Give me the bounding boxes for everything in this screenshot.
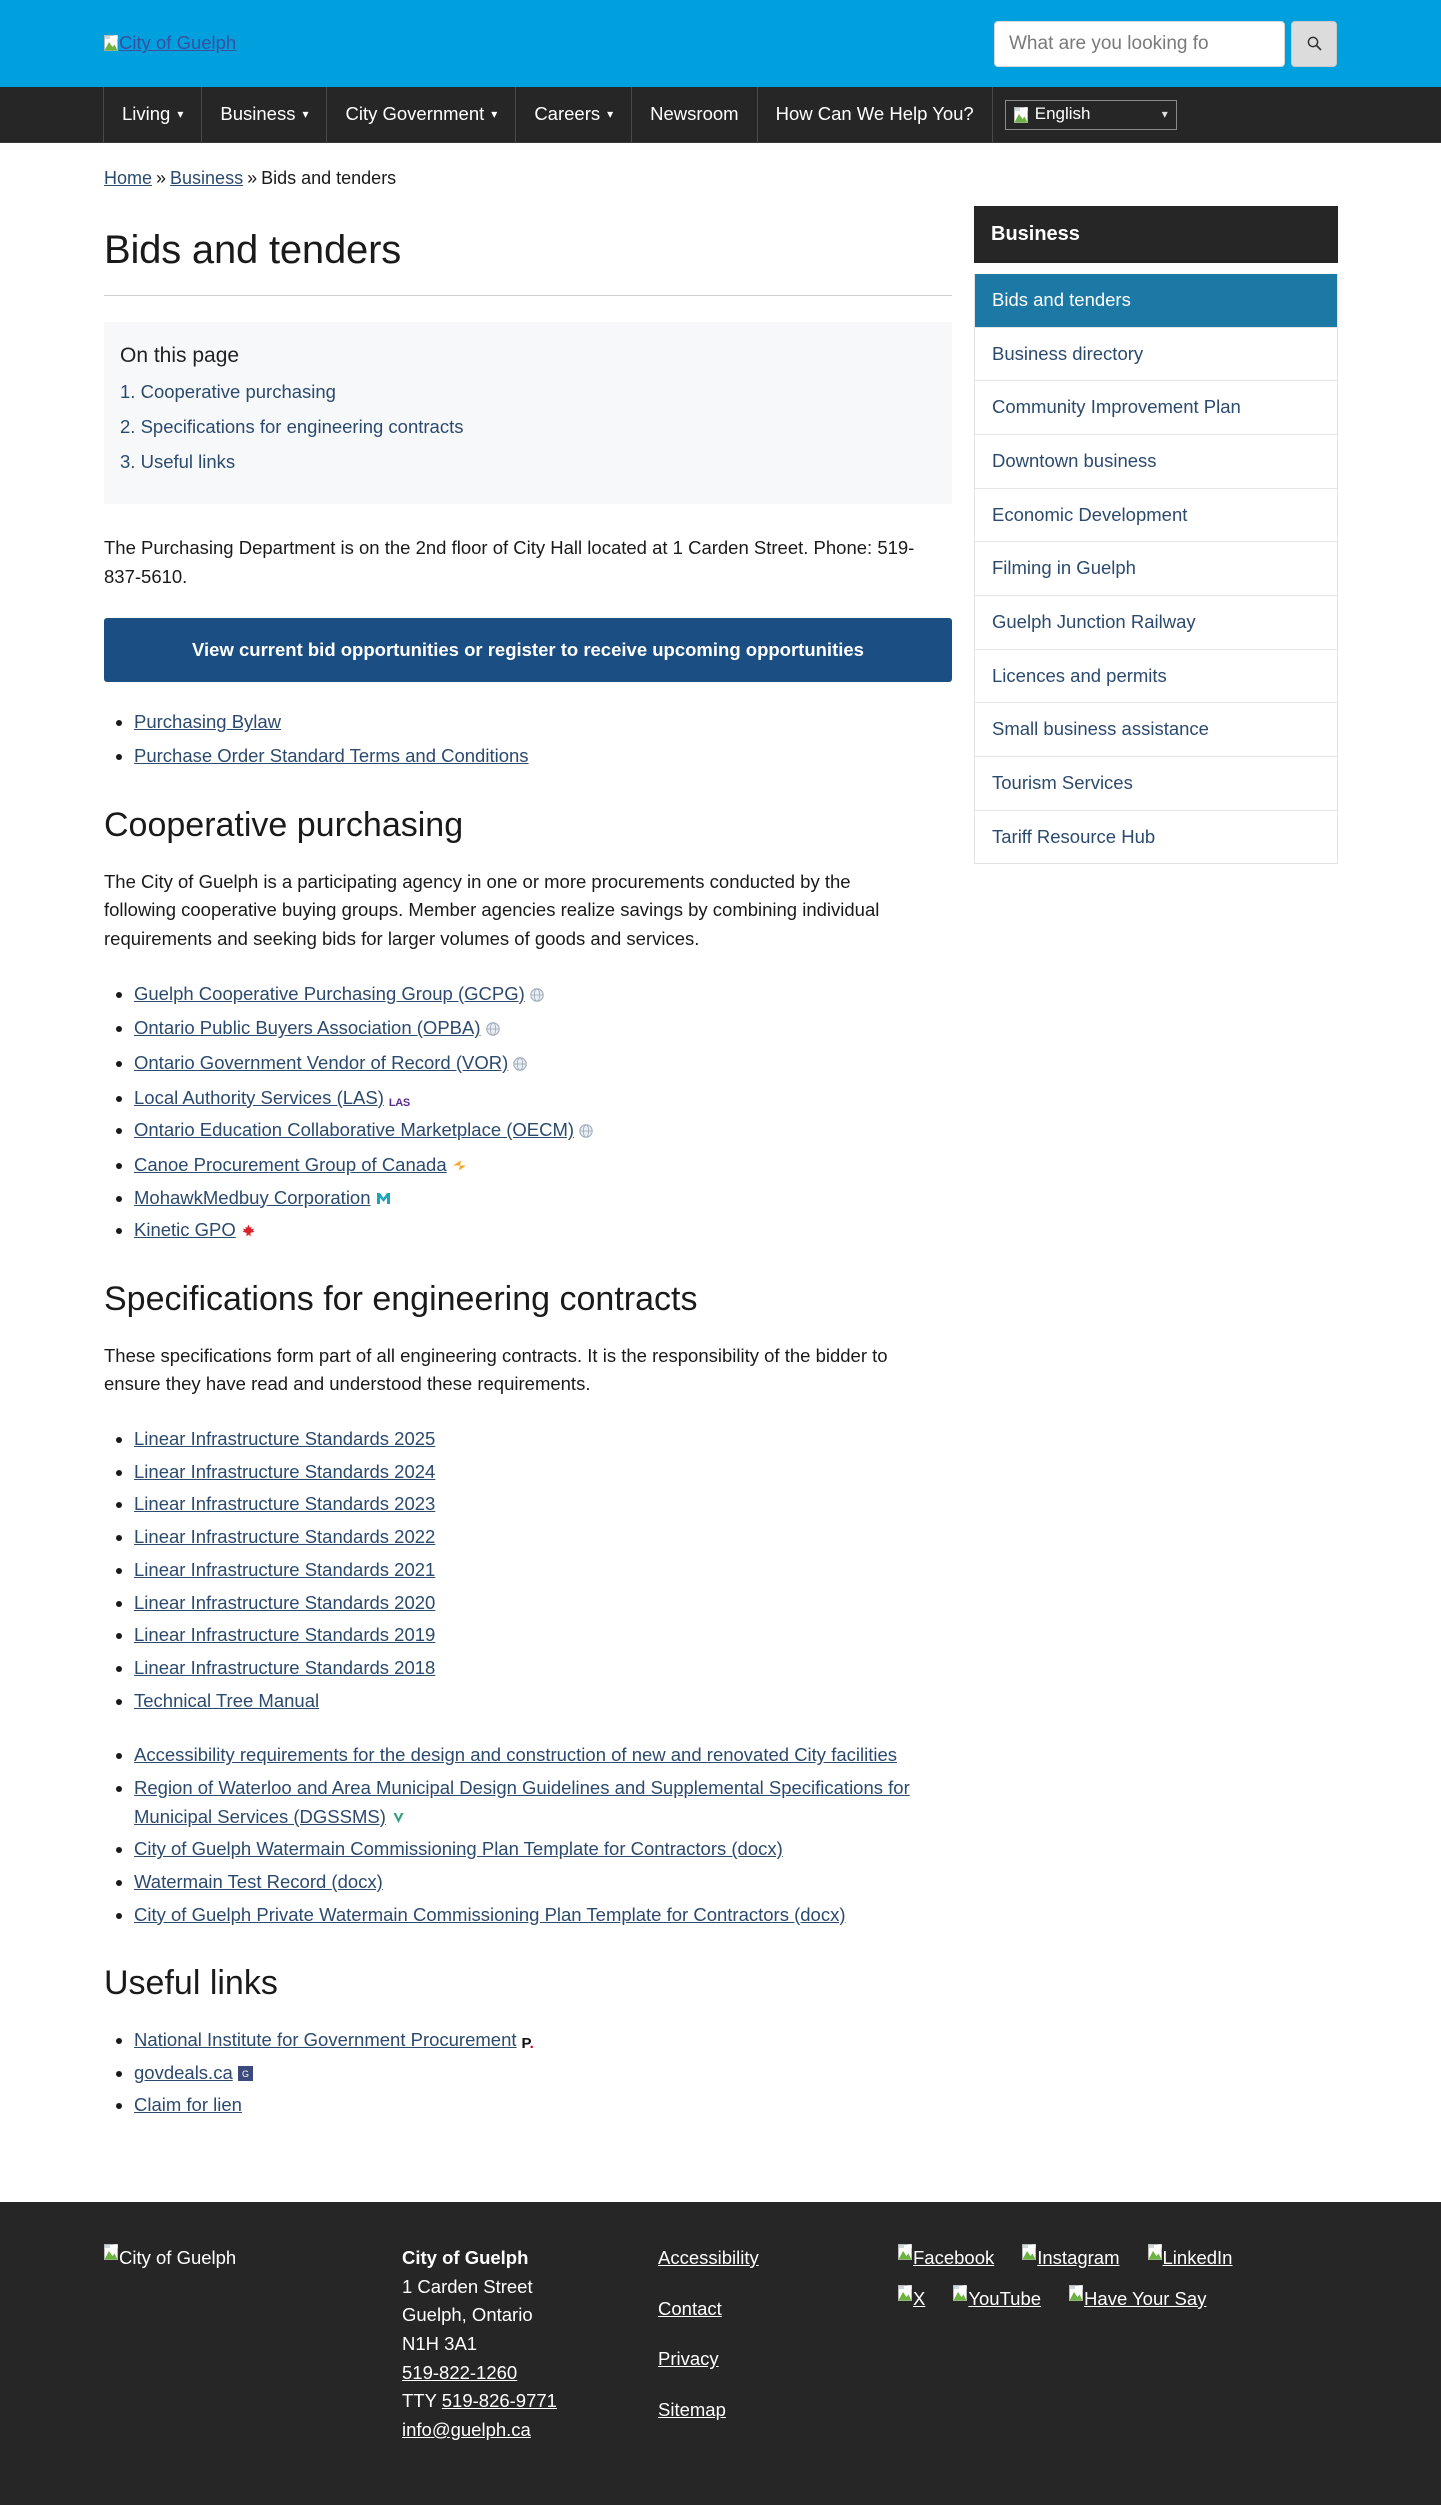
breadcrumb-current: Bids and tenders xyxy=(261,168,397,188)
nav-item-label: How Can We Help You? xyxy=(775,103,974,125)
top-links-list xyxy=(104,708,952,770)
list-item xyxy=(134,1901,952,1930)
main-navigation xyxy=(0,87,1441,143)
document-link[interactable]: Region of Waterloo and Area Municipal Design Guidelines and Supplemental Specifications for Municipal Services (DGSSMS) xyxy=(134,1776,910,1827)
view-bid-opportunities-button[interactable]: View current bid opportunities or register to receive upcoming opportunities xyxy=(104,618,952,683)
footer-tty-link[interactable]: 519-826-9771 xyxy=(441,2390,557,2412)
footer-link-privacy[interactable]: Privacy xyxy=(658,2348,719,2370)
cooperative-link[interactable]: Ontario Government Vendor of Record (VOR) xyxy=(134,1051,509,1073)
broken-image-icon xyxy=(898,2244,912,2260)
cooperative-link[interactable]: Canoe Procurement Group of Canada xyxy=(134,1153,447,1175)
language-selected-label: English xyxy=(1034,104,1091,124)
footer-social-have-your-say[interactable] xyxy=(1069,2285,1206,2314)
list-item xyxy=(134,1741,952,1770)
nigp-favicon: P. xyxy=(521,2035,534,2053)
sidebar-item-guelph-junction-railway[interactable]: Guelph Junction Railway xyxy=(975,596,1337,650)
nav-item-label: Newsroom xyxy=(650,103,739,125)
standard-link[interactable]: Linear Infrastructure Standards 2018 xyxy=(134,1656,436,1678)
list-item xyxy=(134,1835,952,1864)
list-item xyxy=(134,1049,952,1080)
canoe-favicon xyxy=(452,1153,467,1168)
list-item xyxy=(134,1774,952,1831)
sidebar-item-business-directory[interactable]: Business directory xyxy=(975,328,1337,382)
site-logo-link[interactable] xyxy=(104,29,236,58)
cooperative-link[interactable]: Kinetic GPO xyxy=(134,1219,236,1241)
intro-paragraph: The Purchasing Department is on the 2nd floor of City Hall located at 1 Carden Street. Phone: 519-837-5610. xyxy=(104,537,915,588)
footer-social-label: Facebook xyxy=(913,2247,995,2269)
content-link[interactable]: Purchase Order Standard Terms and Conditions xyxy=(134,745,529,767)
chevron-down-icon: ▾ xyxy=(177,107,184,122)
language-select[interactable] xyxy=(1005,100,1177,130)
chevron-down-icon: ▾ xyxy=(302,107,309,122)
waterloo-favicon xyxy=(391,1805,406,1820)
list-item xyxy=(134,1589,952,1618)
maple-leaf-favicon xyxy=(241,1218,256,1233)
cooperative-links-list xyxy=(104,980,952,1245)
list-item xyxy=(134,1084,952,1113)
main-content xyxy=(104,193,952,2146)
on-this-page-item xyxy=(120,413,936,442)
search-submit-button[interactable] xyxy=(1291,21,1337,67)
cooperative-link[interactable]: Local Authority Services (LAS) xyxy=(134,1086,384,1108)
list-item xyxy=(134,1151,952,1180)
globe-icon xyxy=(513,1051,527,1080)
cooperative-link[interactable]: MohawkMedbuy Corporation xyxy=(134,1186,371,1208)
list-item xyxy=(134,1687,952,1716)
useful-links-heading: Useful links xyxy=(104,1964,278,2003)
list-item xyxy=(134,1621,952,1650)
documents-links-list xyxy=(104,1741,952,1929)
document-link[interactable]: City of Guelph Watermain Commissioning Plan Template for Contractors (docx) xyxy=(134,1838,783,1860)
broken-image-icon xyxy=(104,2244,118,2260)
site-footer xyxy=(0,2202,1441,2505)
list-item xyxy=(134,1014,952,1045)
list-item xyxy=(134,1458,952,1487)
on-this-page-number: 3. xyxy=(120,450,141,472)
las-favicon: LAS xyxy=(388,1096,410,1109)
nav-item-careers[interactable] xyxy=(515,87,632,142)
govdeals-favicon xyxy=(238,2061,253,2079)
footer-postal: N1H 3A1 xyxy=(402,2333,478,2355)
standard-link[interactable]: Linear Infrastructure Standards 2022 xyxy=(134,1526,436,1548)
list-item xyxy=(134,2059,952,2088)
chevron-down-icon: ▾ xyxy=(1161,107,1168,122)
on-this-page-number: 1. xyxy=(120,381,141,403)
footer-social-label: YouTube xyxy=(968,2287,1042,2309)
breadcrumb-business-link[interactable]: Business xyxy=(170,168,244,188)
footer-logo xyxy=(104,2244,402,2273)
on-this-page-link[interactable]: Useful links xyxy=(140,450,236,472)
footer-social-label: LinkedIn xyxy=(1162,2247,1233,2269)
footer-tty-label: TTY xyxy=(402,2390,437,2412)
footer-social-links xyxy=(898,2244,1337,2313)
search-area xyxy=(994,21,1337,67)
broken-image-icon xyxy=(898,2285,912,2301)
footer-social-label: Have Your Say xyxy=(1084,2287,1207,2309)
footer-link-contact[interactable]: Contact xyxy=(658,2297,722,2319)
chevron-down-icon: ▾ xyxy=(607,107,614,122)
footer-social-label: X xyxy=(913,2287,926,2309)
sidebar-item-filming-in-guelph[interactable]: Filming in Guelph xyxy=(975,542,1337,596)
cooperative-link[interactable]: Guelph Cooperative Purchasing Group (GCPG) xyxy=(134,982,525,1004)
on-this-page-link[interactable]: Cooperative purchasing xyxy=(140,381,336,403)
breadcrumb-separator: » xyxy=(156,168,167,188)
nav-item-label: Careers xyxy=(534,103,601,125)
footer-city: Guelph, Ontario xyxy=(402,2304,533,2326)
nav-item-living[interactable] xyxy=(103,87,202,142)
sidebar-item-bids-and-tenders[interactable]: Bids and tenders xyxy=(975,274,1337,328)
nav-item-business[interactable] xyxy=(201,87,327,142)
standard-link[interactable]: Linear Infrastructure Standards 2020 xyxy=(134,1591,436,1613)
breadcrumb xyxy=(0,143,1441,193)
sidebar-heading: Business xyxy=(974,206,1338,263)
globe-icon xyxy=(530,982,544,1011)
breadcrumb-separator: » xyxy=(247,168,258,188)
standard-link[interactable]: Linear Infrastructure Standards 2024 xyxy=(134,1460,436,1482)
list-item xyxy=(134,2026,952,2055)
content-link[interactable]: Purchasing Bylaw xyxy=(134,711,282,733)
footer-links xyxy=(658,2244,898,2425)
footer-social-row xyxy=(898,2244,1337,2273)
cooperative-purchasing-heading: Cooperative purchasing xyxy=(104,805,464,844)
nav-item-city-government[interactable] xyxy=(326,87,516,142)
on-this-page-link[interactable]: Specifications for engineering contracts xyxy=(140,416,464,438)
footer-social-linkedin[interactable] xyxy=(1148,2244,1233,2273)
document-link[interactable]: Watermain Test Record (docx) xyxy=(134,1870,383,1892)
broken-image-icon xyxy=(953,2285,967,2301)
list-item xyxy=(134,1556,952,1585)
footer-social-facebook[interactable] xyxy=(898,2244,994,2273)
list-item xyxy=(134,2091,952,2120)
breadcrumb-home-link[interactable]: Home xyxy=(104,168,153,188)
cooperative-link[interactable]: Ontario Public Buyers Association (OPBA) xyxy=(134,1017,481,1039)
footer-social-instagram[interactable] xyxy=(1022,2244,1119,2273)
footer-social-label: Instagram xyxy=(1037,2247,1120,2269)
globe-icon xyxy=(579,1118,593,1147)
footer-logo-text: City of Guelph xyxy=(119,2247,237,2269)
broken-image-icon xyxy=(1069,2285,1083,2301)
list-item xyxy=(134,1523,952,1552)
on-this-page-heading: On this page xyxy=(120,343,240,367)
nav-item-label: Business xyxy=(220,103,296,125)
sidebar-item-tourism-services[interactable]: Tourism Services xyxy=(975,757,1337,811)
list-item xyxy=(134,708,952,737)
standard-link[interactable]: Technical Tree Manual xyxy=(134,1689,320,1711)
document-link[interactable]: City of Guelph Private Watermain Commissioning Plan Template for Contractors (docx) xyxy=(134,1903,846,1925)
sidebar-item-economic-development[interactable]: Economic Development xyxy=(975,489,1337,543)
mohawk-favicon xyxy=(376,1186,391,1201)
list-item xyxy=(134,1184,952,1213)
nav-item-how-can-we-help-you[interactable] xyxy=(757,87,993,142)
sidebar-item-downtown-business[interactable]: Downtown business xyxy=(975,435,1337,489)
specifications-heading: Specifications for engineering contracts xyxy=(104,1280,698,1318)
sidebar-item-small-business-assistance[interactable]: Small business assistance xyxy=(975,703,1337,757)
footer-email-link[interactable]: info@guelph.ca xyxy=(402,2419,531,2441)
sidebar-item-licences-and-permits[interactable]: Licences and permits xyxy=(975,650,1337,704)
flag-broken-image-icon xyxy=(1014,107,1028,123)
on-this-page-list xyxy=(120,378,936,476)
site-header xyxy=(0,0,1441,87)
nav-item-label: City Government xyxy=(345,103,485,125)
list-item xyxy=(134,742,952,771)
chevron-down-icon: ▾ xyxy=(491,107,498,122)
broken-image-icon xyxy=(104,35,118,51)
standard-link[interactable]: Linear Infrastructure Standards 2025 xyxy=(134,1428,436,1450)
cooperative-paragraph: The City of Guelph is a participating agency in one or more procurements conducted by the following cooperative buying groups. Member agencies realize savings by combining individual requirements and seeking bids for larger volumes of goods and services. xyxy=(104,870,880,949)
footer-link-accessibility[interactable]: Accessibility xyxy=(658,2247,759,2269)
language-selector-wrap xyxy=(1005,87,1177,142)
search-input[interactable] xyxy=(994,21,1285,67)
title-divider xyxy=(104,295,952,296)
broken-image-icon xyxy=(1148,2244,1162,2260)
useful-link[interactable]: National Institute for Government Procurement xyxy=(134,2029,517,2051)
on-this-page-item xyxy=(120,448,936,477)
useful-link[interactable]: govdeals.ca xyxy=(134,2061,233,2083)
useful-link[interactable]: Claim for lien xyxy=(134,2094,242,2116)
list-item xyxy=(134,1868,952,1897)
on-this-page-box xyxy=(104,322,952,505)
footer-social-youtube[interactable] xyxy=(953,2285,1041,2314)
broken-image-icon xyxy=(1022,2244,1036,2260)
globe-icon xyxy=(486,1016,500,1045)
site-logo-text: City of Guelph xyxy=(119,32,237,54)
footer-link-sitemap[interactable]: Sitemap xyxy=(658,2399,726,2421)
footer-social-x[interactable] xyxy=(898,2285,925,2314)
footer-address xyxy=(402,2244,658,2445)
list-item xyxy=(134,980,952,1011)
document-link[interactable]: Accessibility requirements for the design and construction of new and renovated City facilities xyxy=(134,1744,897,1766)
sidebar-item-community-improvement-plan[interactable]: Community Improvement Plan xyxy=(975,381,1337,435)
sidebar xyxy=(974,193,1338,864)
search-icon xyxy=(1306,35,1323,52)
nav-item-newsroom[interactable] xyxy=(631,87,757,142)
on-this-page-number: 2. xyxy=(120,416,141,438)
list-item xyxy=(134,1425,952,1454)
sidebar-item-tariff-resource-hub[interactable]: Tariff Resource Hub xyxy=(975,811,1337,864)
specifications-paragraph: These specifications form part of all engineering contracts. It is the responsibility of the bidder to ensure they have read and understood these requirements. xyxy=(104,1344,888,1395)
standard-link[interactable]: Linear Infrastructure Standards 2019 xyxy=(134,1624,436,1646)
list-item xyxy=(134,1654,952,1683)
page-title: Bids and tenders xyxy=(104,227,401,272)
footer-social-row xyxy=(898,2285,1337,2314)
sidebar-nav xyxy=(974,274,1338,864)
nav-item-label: Living xyxy=(122,103,171,125)
svg-text:G: G xyxy=(241,2068,249,2079)
list-item xyxy=(134,1116,952,1147)
standards-links-list xyxy=(104,1425,952,1715)
cooperative-link[interactable]: Ontario Education Collaborative Marketplace (OECM) xyxy=(134,1119,575,1141)
list-item xyxy=(134,1216,952,1245)
on-this-page-item xyxy=(120,378,936,407)
footer-phone-link[interactable]: 519-822-1260 xyxy=(402,2361,518,2383)
list-item xyxy=(134,1490,952,1519)
footer-street: 1 Carden Street xyxy=(402,2275,533,2297)
useful-links-list xyxy=(104,2026,952,2120)
footer-org-name: City of Guelph xyxy=(402,2247,529,2269)
standard-link[interactable]: Linear Infrastructure Standards 2023 xyxy=(134,1493,436,1515)
standard-link[interactable]: Linear Infrastructure Standards 2021 xyxy=(134,1558,436,1580)
